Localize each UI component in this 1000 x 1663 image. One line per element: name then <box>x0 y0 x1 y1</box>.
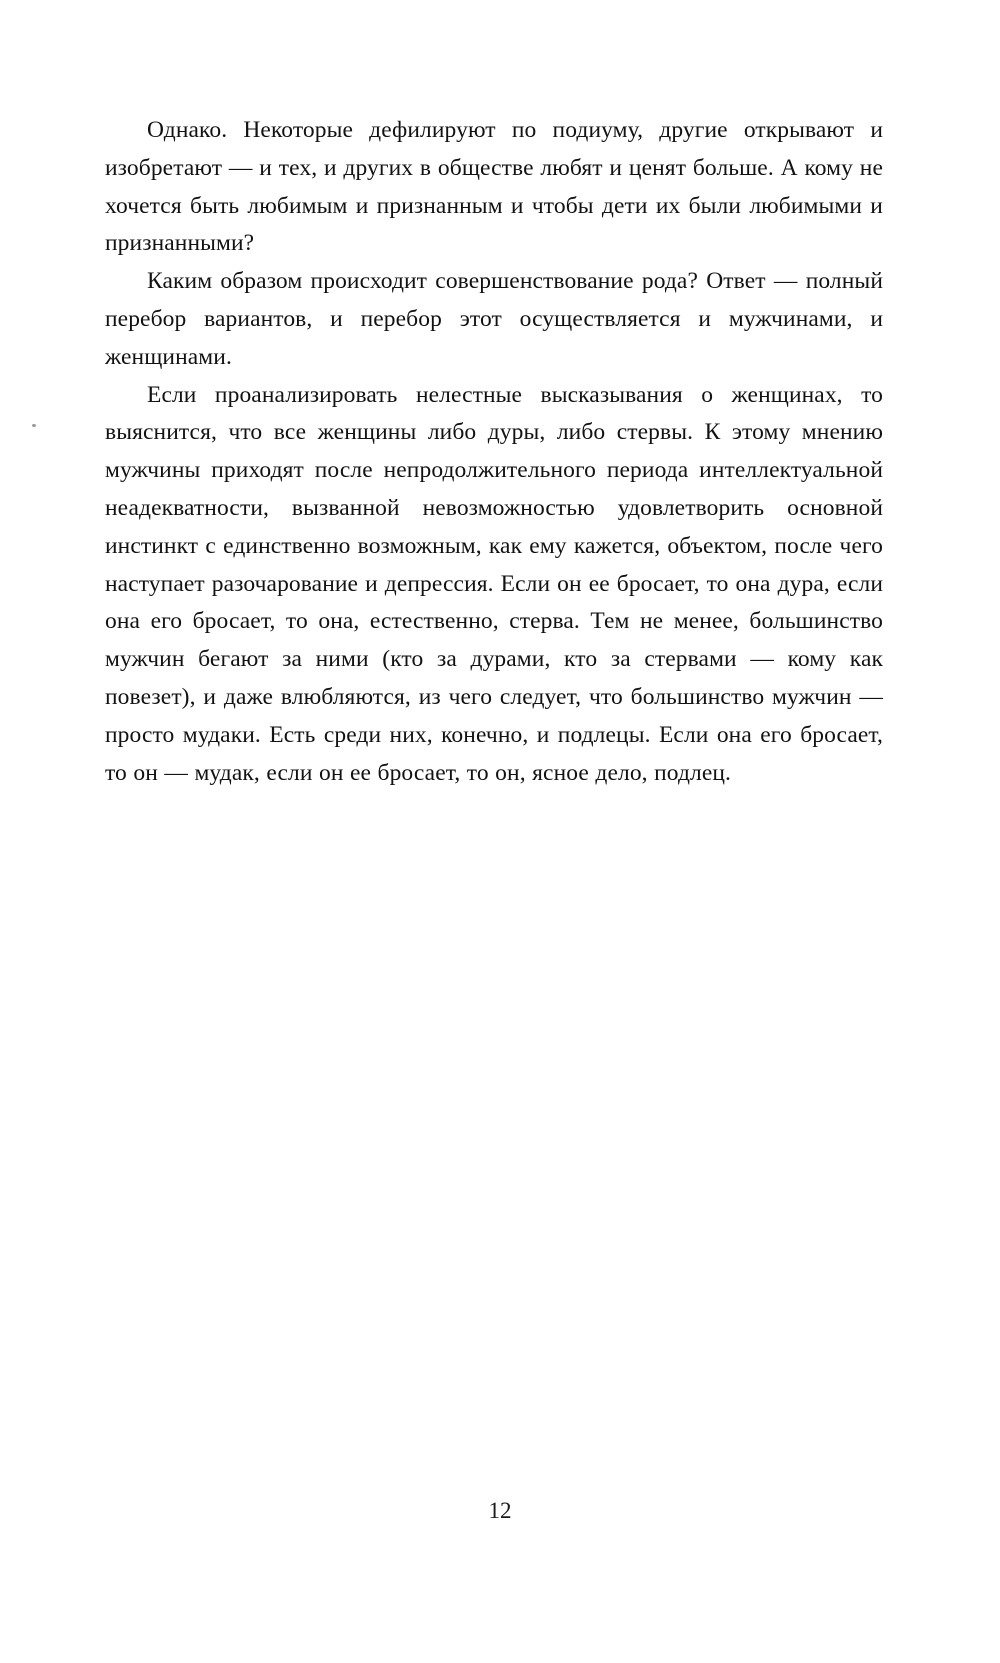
text-block <box>105 112 883 792</box>
scan-artifact-dot <box>32 424 36 427</box>
paragraph: Однако. Некоторые дефилируют по подиуму, другие открывают и изобретают — и тех, и других в обществе любят и ценят больше. А кому не хочется быть любимым и признанным и чтобы дети их были любимыми и признанными? <box>105 117 883 257</box>
page-number: 12 <box>488 1498 512 1523</box>
paragraph: Если проанализировать нелестные высказывания о женщинах, то выяснится, что все женщины либо дуры, либо стервы. К этому мнению мужчины приходят после непродолжительного периода интеллектуальной неадекватности, вызванной невозможностью удовлетворить основной инстинкт с единственно возможным, как ему кажется, объектом, после чего наступает разочарование и депрессия. Если он ее бросает, то она дура, если она его бросает, то она, естественно, стерва. Тем не менее, большинство мужчин бегают за ними (кто за дурами, кто за стервами — кому как повезет), и даже влюбляются, из чего следует, что большинство мужчин — просто мудаки. Есть среди них, конечно, и подлецы. Если она его бросает, то он — мудак, если он ее бросает, то он, ясное дело, подлец. <box>105 381 883 786</box>
paragraph: Каким образом происходит совершенствование рода? Ответ — полный перебор вариантов, и перебор этот осуществляется и мужчинами, и женщинами. <box>105 268 883 370</box>
